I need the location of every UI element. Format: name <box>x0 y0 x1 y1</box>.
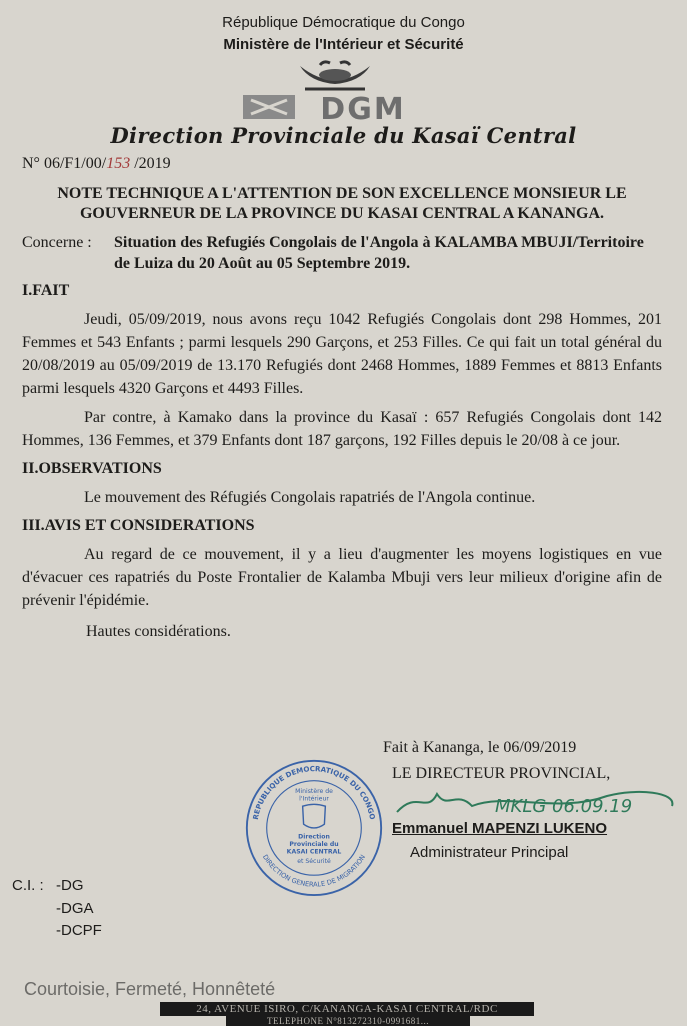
copy-item: -DCPF <box>56 922 102 939</box>
official-stamp <box>244 756 384 898</box>
section-heading: II.OBSERVATIONS <box>22 460 162 477</box>
stamp-inner-top: Ministère de l'Intérieur <box>295 787 333 803</box>
stamp-emblem-icon <box>303 804 326 828</box>
copy-item: -DG <box>56 877 84 894</box>
stamp-outer-bottom: DIRECTION GENERALE DE MIGRATION <box>260 853 368 889</box>
copies-label: C.I. : <box>12 877 44 894</box>
paragraph: Par contre, à Kamako dans la province du Kasaï : 657 Refugiés Congolais dont 142 Hommes, 136 Femmes, et 379 Enfants dont 187 garçons, 192 Filles depuis le 20/08 à ce jour. <box>22 409 662 449</box>
document-body <box>22 184 662 642</box>
signature-handwritten: MKLG 06.09.19 <box>495 796 633 817</box>
reference-suffix: /2019 <box>130 155 171 172</box>
stamp-inner-bottom: et Sécurité <box>297 857 331 865</box>
signatory-role: LE DIRECTEUR PROVINCIAL, <box>392 765 611 782</box>
closing: Hautes considérations. <box>86 623 231 640</box>
direction-title: Direction Provinciale du Kasaï Central <box>110 123 577 148</box>
place-date: Fait à Kananga, le 06/09/2019 <box>383 739 577 756</box>
signatory-title: Administrateur Principal <box>410 844 569 861</box>
signatory-name: Emmanuel MAPENZI LUKENO <box>392 820 608 837</box>
ministry-header: Ministère de l'Intérieur et Sécurité <box>223 36 464 53</box>
signature <box>385 784 687 818</box>
country-header: République Démocratique du Congo <box>222 14 465 31</box>
reference-number <box>22 154 171 173</box>
section-heading: I.FAIT <box>22 282 70 299</box>
concerne-label: Concerne : <box>22 234 92 251</box>
leopard-emblem-icon <box>290 60 380 94</box>
concerne-text: Situation des Refugiés Congolais de l'Angola à KALAMBA MBUJI/Territoire de Luiza du 20 Août au 05 Septembre 2019. <box>114 234 644 272</box>
section-heading: III.AVIS ET CONSIDERATIONS <box>22 517 255 534</box>
footer-phone: TELEPHONE N°813272310-0991681... <box>226 1016 470 1026</box>
footer-motto: Courtoisie, Fermeté, Honnêteté <box>24 979 276 999</box>
dgm-logo <box>243 92 433 122</box>
footer-address: 24, AVENUE ISIRO, C/KANANGA-KASAI CENTRAL/RDC <box>160 1002 534 1016</box>
document-title: NOTE TECHNIQUE A L'ATTENTION DE SON EXCELLENCE MONSIEUR LE GOUVERNEUR DE LA PROVINCE DU KASAI CENTRAL A KANANGA. <box>57 185 627 222</box>
paragraph: Le mouvement des Réfugiés Congolais rapatriés de l'Angola continue. <box>84 489 536 506</box>
reference-prefix: N° 06/F1/00/ <box>22 155 107 172</box>
paragraph: Jeudi, 05/09/2019, nous avons reçu 1042 Refugiés Congolais dont 298 Hommes, 201 Femmes et 543 Enfants ; parmi lesquels 290 Garçons, et 253 Filles. Ce qui fait un total général du 20/08/2019 au 05/09/2019 de 13.170 Refugiés dont 2468 Hommes, 1889 Femmes et 8813 Enfants parmi lesquels 4320 Garçons et 4493 Filles. <box>22 311 662 397</box>
concerne-row <box>22 232 662 274</box>
reference-handwritten: 153 <box>106 155 131 172</box>
copy-item: -DGA <box>56 900 94 917</box>
stamp-outer-top: REPUBLIQUE DEMOCRATIQUE DU CONGO <box>250 764 378 821</box>
stamp-center: Direction Provinciale du KASAI CENTRAL <box>286 832 342 856</box>
paragraph: Au regard de ce mouvement, il y a lieu d'augmenter les moyens logistiques en vue d'évacuer ces rapatriés du Poste Frontalier de Kalamba Mbuji vers leur milieux d'origine afin de prévenir l'épidémie. <box>22 546 662 609</box>
logo-text: DGM <box>320 92 406 122</box>
